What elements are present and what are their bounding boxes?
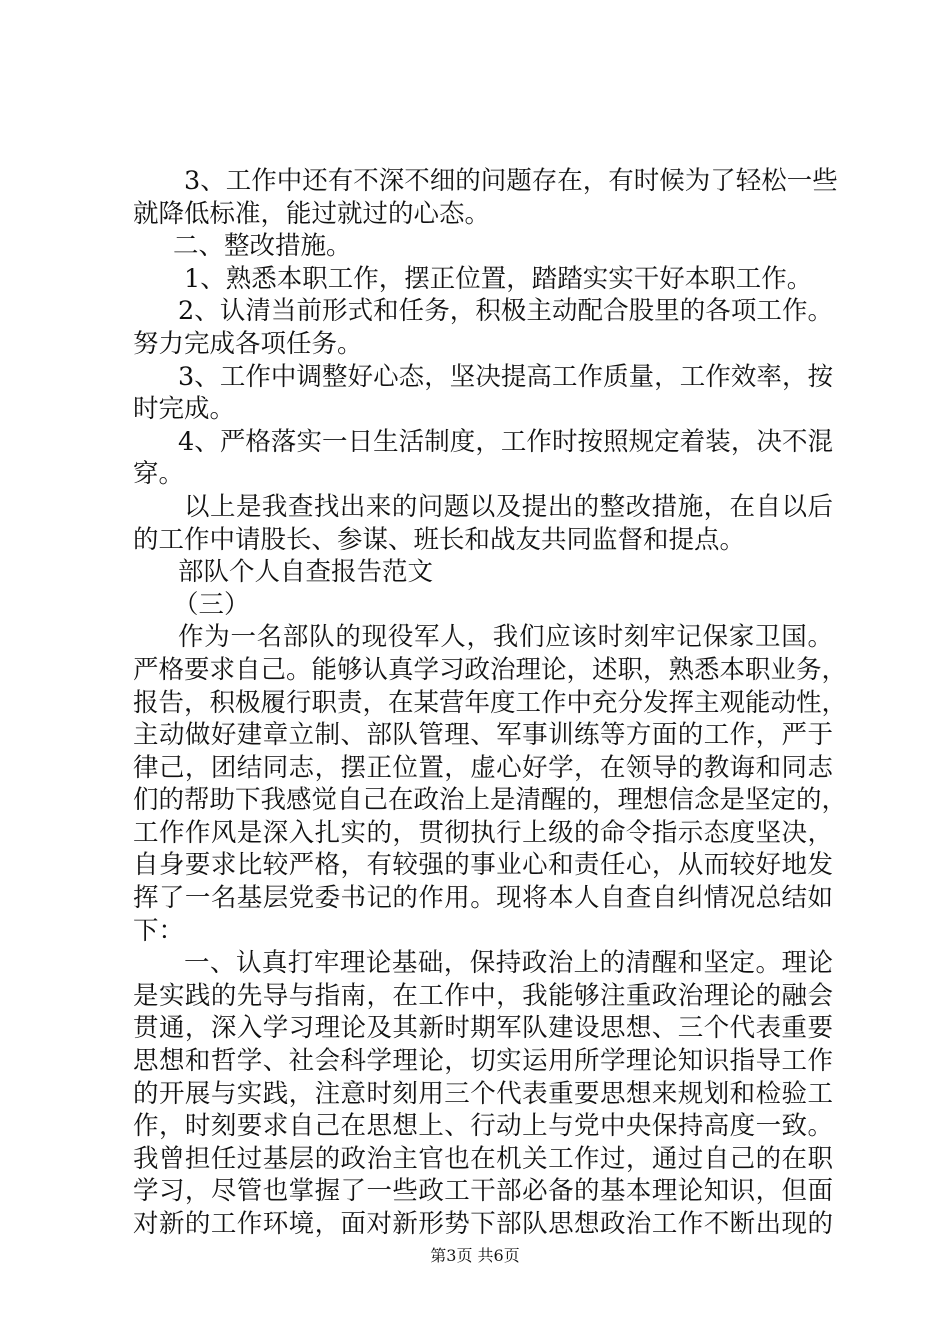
paragraph-line: 1、熟悉本职工作，摆正位置，踏踏实实干好本职工作。 [184, 263, 813, 294]
paragraph-line: 穿。 [133, 459, 185, 490]
section-heading: 二、整改措施。 [173, 231, 352, 262]
paragraph-line: 挥了一名基层党委书记的作用。现将本人自查自纠情况总结如 [133, 883, 833, 914]
paragraph-line: 思想和哲学、社会科学理论，切实运用所学理论知识指导工作 [133, 1046, 833, 1077]
section-number: （三） [173, 589, 250, 620]
page-number-footer: 第3页 共6页 [430, 1246, 520, 1265]
paragraph-line: 作，时刻要求自己在思想上、行动上与党中央保持高度一致。 [133, 1111, 833, 1142]
paragraph-line: 的工作中请股长、参谋、班长和战友共同监督和提点。 [133, 524, 746, 555]
paragraph-line: 下： [133, 915, 185, 946]
paragraph-line: 工作作风是深入扎实的，贯彻执行上级的命令指示态度坚决， [133, 817, 833, 848]
paragraph-line: 严格要求自己。能够认真学习政治理论，述职，熟悉本职业务， [133, 654, 848, 685]
paragraph-line: 自身要求比较严格，有较强的事业心和责任心，从而较好地发 [133, 850, 833, 881]
paragraph-line: 的开展与实践，注意时刻用三个代表重要思想来规划和检验工 [133, 1078, 833, 1109]
paragraph-line: 律己，团结同志，摆正位置，虚心好学，在领导的教诲和同志 [133, 752, 833, 783]
document-body [133, 165, 848, 1241]
paragraph-line: 以上是我查找出来的问题以及提出的整改措施，在自以后 [184, 491, 833, 522]
paragraph-line: 们的帮助下我感觉自己在政治上是清醒的，理想信念是坚定的， [133, 785, 848, 816]
paragraph-line: 主动做好建章立制、部队管理、军事训练等方面的工作，严于 [133, 720, 833, 751]
paragraph-line: 报告，积极履行职责，在某营年度工作中充分发挥主观能动性， [133, 687, 848, 718]
section-title: 部队个人自查报告范文 [178, 557, 434, 588]
paragraph-line: 学习，尽管也掌握了一些政工干部必备的基本理论知识，但面 [133, 1176, 833, 1207]
paragraph-line: 贯通，深入学习理论及其新时期军队建设思想、三个代表重要 [133, 1013, 833, 1044]
paragraph-line: 3、工作中还有不深不细的问题存在，有时候为了轻松一些 [184, 166, 838, 196]
paragraph-line: 4、严格落实一日生活制度，工作时按照规定着装，决不混 [178, 426, 833, 457]
paragraph-line: 就降低标准，能过就过的心态。 [133, 198, 491, 229]
paragraph-line: 时完成。 [133, 394, 236, 425]
paragraph-line: 我曾担任过基层的政治主官也在机关工作过，通过自己的在职 [133, 1143, 833, 1174]
paragraph-line: 努力完成各项任务。 [133, 328, 363, 359]
paragraph-line: 对新的工作环境，面对新形势下部队思想政治工作不断出现的 [133, 1209, 833, 1239]
paragraph-line: 是实践的先导与指南，在工作中，我能够注重政治理论的融会 [133, 980, 833, 1011]
paragraph-line: 2、认清当前形式和任务，积极主动配合股里的各项工作。 [178, 296, 833, 327]
paragraph-line: 一、认真打牢理论基础，保持政治上的清醒和坚定。理论 [184, 948, 833, 979]
paragraph-line: 3、工作中调整好心态，坚决提高工作质量，工作效率，按 [178, 361, 833, 392]
paragraph-line: 作为一名部队的现役军人，我们应该时刻牢记保家卫国。 [178, 622, 833, 653]
